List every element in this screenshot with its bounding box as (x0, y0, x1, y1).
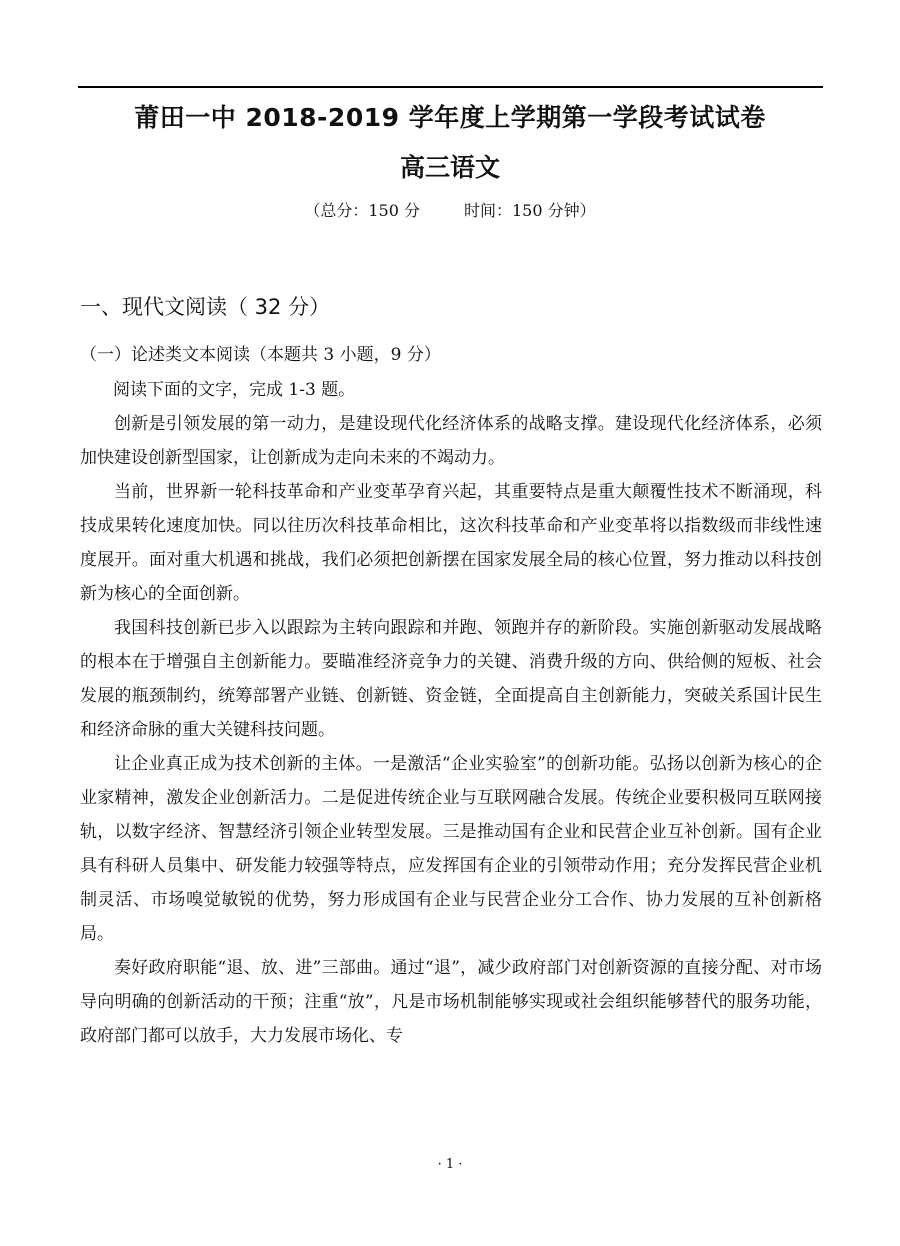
page-number: · 1 · (437, 1157, 463, 1172)
total-score: （总分：150 分 (304, 201, 420, 220)
subject-title: 高三语文 (399, 153, 500, 182)
passage-paragraph: 奏好政府职能“退、放、进”三部曲。通过“退”，减少政府部门对创新资源的直接分配、对市场导向明确的创新活动的干预；注重“放”，凡是市场机制能够实现或社会组织能够替代的服务功能，政府部门都可以放手，大力发展市场化、专 (80, 958, 822, 1046)
reading-instruction: 阅读下面的文字，完成 1-3 题。 (113, 380, 356, 400)
passage-paragraph: 让企业真正成为技术创新的主体。一是激活“企业实验室”的创新功能。弘扬以创新为核心的企业家精神，激发企业创新活力。二是促进传统企业与互联网融合发展。传统企业要积极同互联网接轨，以数字经济、智慧经济引领企业转型发展。三是推动国有企业和民营企业互补创新。国有企业具有科研人员集中、研发能力较强等特点，应发挥国有企业的引领带动作用；充分发挥民营企业机制灵活、市场嗅觉敏锐的优势，努力形成国有企业与民营企业分工合作、协力发展的互补创新格局。 (80, 754, 822, 944)
exam-time: 时间：150 分钟） (464, 201, 596, 220)
top-rule (78, 86, 823, 88)
reading-passage (80, 407, 822, 1053)
exam-title: 莆田一中 2018-2019 学年度上学期第一学段考试试卷 (134, 103, 766, 132)
passage-paragraph: 创新是引领发展的第一动力，是建设现代化经济体系的战略支撑。建设现代化经济体系，必须加快建设创新型国家，让创新成为走向未来的不竭动力。 (80, 414, 822, 468)
passage-paragraph: 当前，世界新一轮科技革命和产业变革孕育兴起，其重要特点是重大颠覆性技术不断涌现，科技成果转化速度加快。同以往历次科技革命相比，这次科技革命和产业变革将以指数级而非线性速度展开。面对重大机遇和挑战，我们必须把创新摆在国家发展全局的核心位置，努力推动以科技创新为核心的全面创新。 (80, 482, 822, 604)
section-subheading: （一）论述类文本阅读（本题共 3 小题，9 分） (80, 345, 441, 365)
exam-meta (0, 198, 900, 221)
passage-paragraph: 我国科技创新已步入以跟踪为主转向跟踪和并跑、领跑并存的新阶段。实施创新驱动发展战略的根本在于增强自主创新能力。要瞄准经济竞争力的关键、消费升级的方向、供给侧的短板、社会发展的瓶颈制约，统筹部署产业链、创新链、资金链，全面提高自主创新能力，突破关系国计民生和经济命脉的重大关键科技问题。 (80, 618, 822, 740)
section-heading: 一、现代文阅读（ 32 分） (80, 295, 331, 319)
